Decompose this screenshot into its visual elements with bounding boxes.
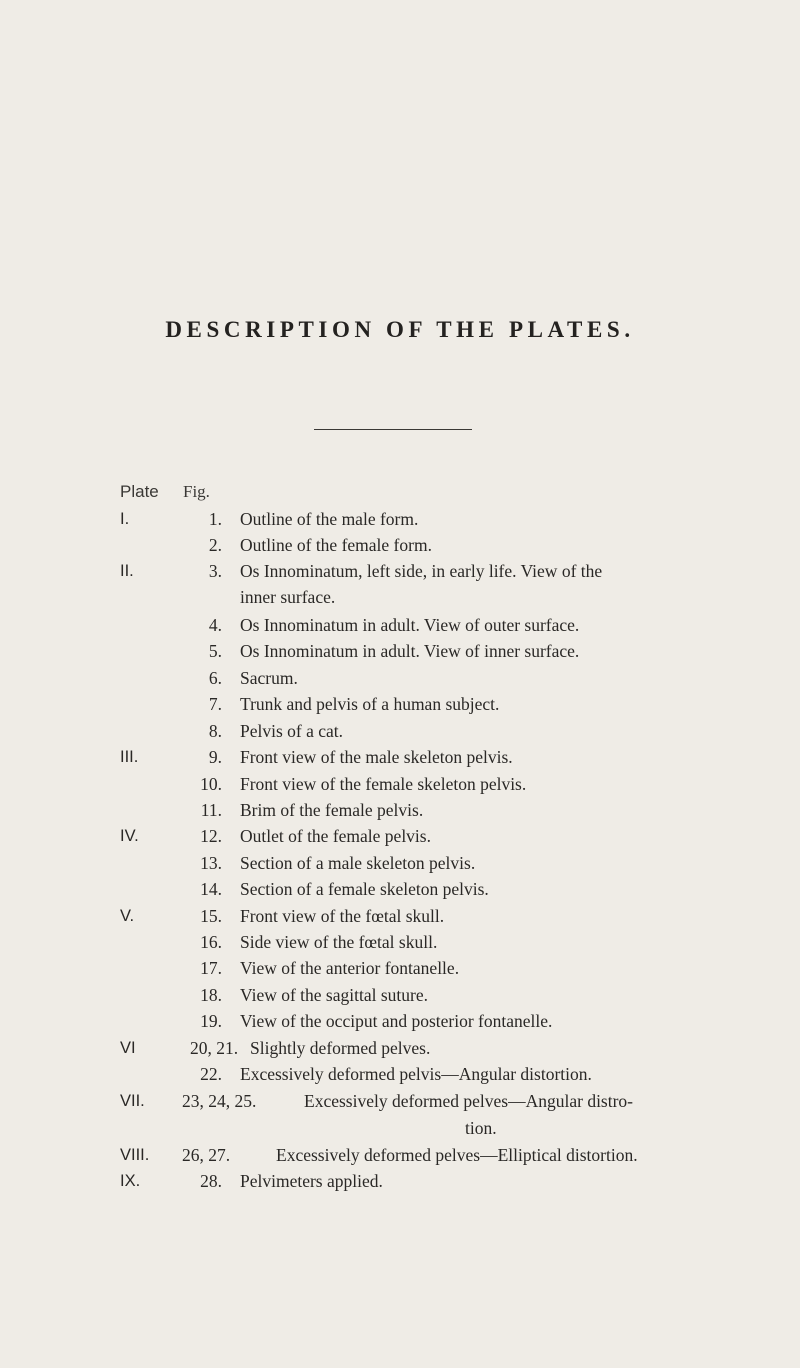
list-item: [0, 744, 800, 770]
figure-description: View of the occiput and posterior fontanelle.: [240, 1011, 553, 1031]
list-item: [0, 929, 800, 955]
plate-number: VI: [120, 1039, 136, 1057]
figure-description: Outline of the male form.: [240, 509, 419, 529]
figure-number: 13.: [200, 853, 222, 873]
list-item: [0, 1142, 800, 1168]
figure-number: 9.: [208, 747, 222, 767]
figure-number: 1.: [208, 509, 222, 529]
figure-number: 8.: [208, 721, 222, 741]
figure-number: 22.: [200, 1064, 222, 1084]
list-item: [0, 558, 800, 584]
figure-number: 7.: [208, 694, 222, 714]
plate-number: IV.: [120, 827, 139, 845]
figure-description: Pelvimeters applied.: [240, 1171, 383, 1191]
figure-description: Os Innominatum in adult. View of inner surface.: [240, 641, 580, 661]
figure-description: Brim of the female pelvis.: [240, 800, 424, 820]
figure-number: 15.: [200, 906, 222, 926]
list-item: [0, 797, 800, 823]
list-item: [0, 584, 800, 610]
list-item: [0, 1088, 800, 1114]
figure-description: Excessively deformed pelves—Elliptical distortion.: [276, 1145, 638, 1165]
list-item: [0, 903, 800, 929]
list-item: [0, 1061, 800, 1087]
figure-description: Front view of the fœtal skull.: [240, 906, 445, 926]
figure-number: 11.: [200, 800, 222, 820]
figure-description-continued: inner surface.: [240, 587, 336, 607]
title-rule: [314, 429, 472, 430]
list-item: [0, 1035, 800, 1061]
list-item: [0, 612, 800, 638]
figure-number: 10.: [200, 774, 222, 794]
figure-description: Slightly deformed pelves.: [250, 1038, 431, 1058]
plate-number: IX.: [120, 1172, 141, 1190]
plate-number: II.: [120, 562, 134, 580]
list-item: [0, 638, 800, 664]
figure-number: 12.: [200, 826, 222, 846]
list-item: [0, 1168, 800, 1194]
list-item: [0, 823, 800, 849]
figure-description: Side view of the fœtal skull.: [240, 932, 438, 952]
figure-description: Os Innominatum in adult. View of outer surface.: [240, 615, 580, 635]
figure-number: 2.: [208, 535, 222, 555]
list-item: [0, 982, 800, 1008]
plate-number: V.: [120, 907, 135, 925]
plate-column-header: Plate: [120, 482, 159, 501]
figure-number: 23, 24, 25.: [182, 1091, 257, 1111]
list-item: [0, 718, 800, 744]
list-item: [0, 506, 800, 532]
figure-number: 26, 27.: [182, 1145, 231, 1165]
list-item: [0, 532, 800, 558]
plate-number: III.: [120, 748, 139, 766]
list-item: [0, 691, 800, 717]
figure-description-continued: tion.: [465, 1118, 497, 1138]
figure-number: 28.: [200, 1171, 222, 1191]
figure-description: Excessively deformed pelvis—Angular distortion.: [240, 1064, 592, 1084]
figure-number: 18.: [200, 985, 222, 1005]
figure-description: Excessively deformed pelves—Angular distro-: [304, 1091, 634, 1111]
list-item: [0, 1008, 800, 1034]
figure-description: View of the sagittal suture.: [240, 985, 428, 1005]
list-item: [0, 850, 800, 876]
figure-number: 19.: [200, 1011, 222, 1031]
figure-description: Os Innominatum, left side, in early life. View of the: [240, 561, 603, 581]
figure-description: Sacrum.: [240, 668, 298, 688]
list-item: [0, 876, 800, 902]
figure-number: 14.: [200, 879, 222, 899]
figure-number: 20, 21.: [190, 1038, 239, 1058]
figure-description: Front view of the female skeleton pelvis.: [240, 774, 527, 794]
figure-description: View of the anterior fontanelle.: [240, 958, 460, 978]
list-item: [0, 1115, 800, 1141]
figure-description: Pelvis of a cat.: [240, 721, 344, 741]
list-item: [0, 955, 800, 981]
figure-number: 3.: [208, 561, 222, 581]
figure-description: Outlet of the female pelvis.: [240, 826, 431, 846]
fig-column-header: Fig.: [183, 482, 210, 501]
figure-number: 6.: [208, 668, 222, 688]
list-item: [0, 665, 800, 691]
figure-number: 4.: [208, 615, 222, 635]
figure-number: 17.: [200, 958, 222, 978]
figure-description: Front view of the male skeleton pelvis.: [240, 747, 513, 767]
plate-number: VIII.: [120, 1146, 150, 1164]
list-item: [0, 771, 800, 797]
figure-description: Trunk and pelvis of a human subject.: [240, 694, 500, 714]
plate-number: I.: [120, 510, 130, 528]
page-title: DESCRIPTION OF THE PLATES.: [165, 317, 635, 342]
plate-number: VII.: [120, 1092, 145, 1110]
figure-number: 5.: [208, 641, 222, 661]
figure-number: 16.: [200, 932, 222, 952]
figure-description: Section of a male skeleton pelvis.: [240, 853, 476, 873]
figure-description: Section of a female skeleton pelvis.: [240, 879, 489, 899]
figure-description: Outline of the female form.: [240, 535, 432, 555]
